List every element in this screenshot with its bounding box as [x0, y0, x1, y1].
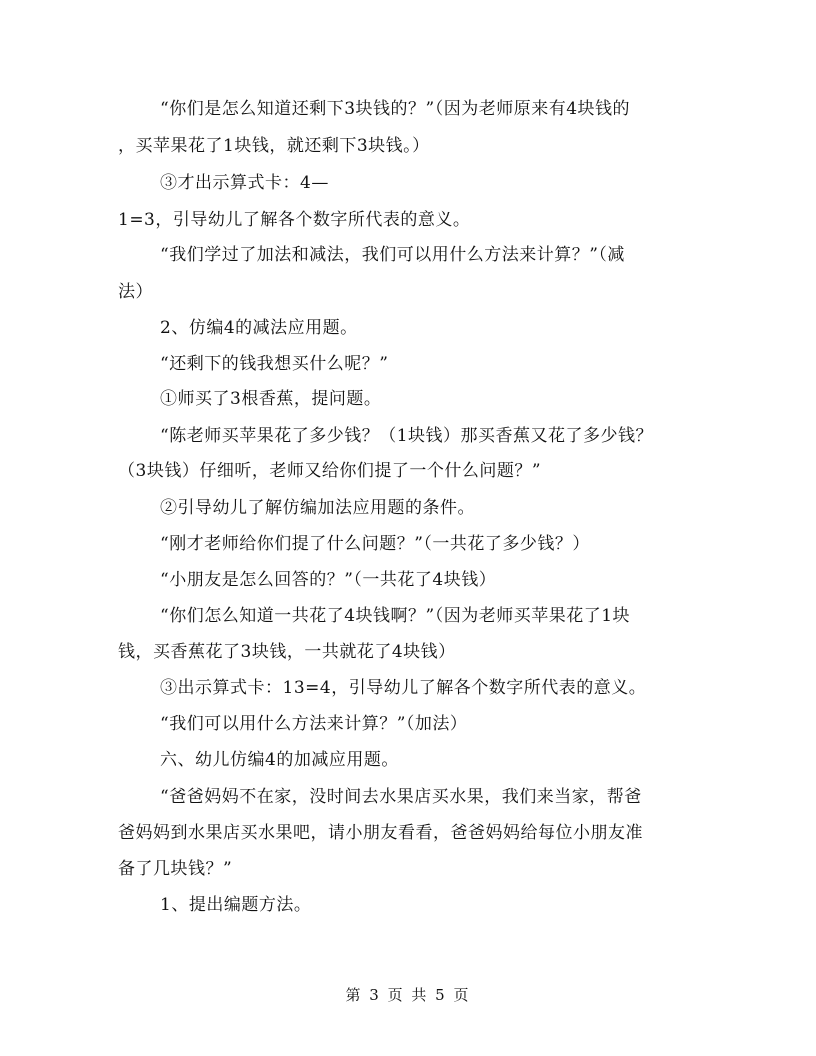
paragraph-line: 1、提出编题方法。	[160, 895, 312, 915]
paragraph-line: ③出示算式卡：13=4，引导幼儿了解各个数字所代表的意义。	[160, 678, 647, 698]
paragraph-line: 钱，买香蕉花了3块钱，一共就花了4块钱）	[118, 642, 456, 662]
paragraph-line: 六、幼儿仿编4的加减应用题。	[160, 750, 399, 770]
paragraph-line: “我们可以用什么方法来计算？”（加法）	[160, 714, 468, 734]
paragraph-line: 1=3，引导幼儿了解各个数字所代表的意义。	[118, 210, 471, 230]
paragraph-line: ，买苹果花了1块钱，就还剩下3块钱。）	[118, 136, 430, 156]
paragraph-line: “你们怎么知道一共花了4块钱啊？”（因为老师买苹果花了1块	[160, 606, 631, 626]
paragraph-line: “还剩下的钱我想买什么呢？”	[160, 354, 389, 374]
paragraph-line: 法）	[118, 282, 153, 302]
paragraph-line: “你们是怎么知道还剩下3块钱的？”（因为老师原来有4块钱的	[160, 99, 631, 119]
paragraph-line: 2、仿编4的减法应用题。	[160, 318, 358, 338]
paragraph-line: 备了几块钱？”	[118, 859, 233, 879]
paragraph-line: ③才出示算式卡：4—	[160, 173, 329, 193]
paragraph-line: “小朋友是怎么回答的？”（一共花了4块钱）	[160, 570, 497, 590]
page-number-footer: 第 3 页 共 5 页	[345, 986, 471, 1004]
paragraph-line: 爸妈妈到水果店买水果吧，请小朋友看看，爸爸妈妈给每位小朋友准	[118, 823, 643, 843]
paragraph-line: （3块钱）仔细听，老师又给你们提了一个什么问题？”	[118, 461, 542, 481]
paragraph-line: ①师买了3根香蕉，提问题。	[160, 389, 382, 409]
paragraph-line: ②引导幼儿了解仿编加法应用题的条件。	[160, 498, 475, 518]
paragraph-line: “刚才老师给你们提了什么问题？”（一共花了多少钱？）	[160, 534, 590, 554]
paragraph-line: “爸爸妈妈不在家，没时间去水果店买水果，我们来当家，帮爸	[160, 787, 642, 807]
paragraph-line: “我们学过了加法和减法，我们可以用什么方法来计算？”（减	[160, 245, 625, 265]
paragraph-line: “陈老师买苹果花了多少钱？（1块钱）那买香蕉又花了多少钱？	[160, 426, 654, 446]
